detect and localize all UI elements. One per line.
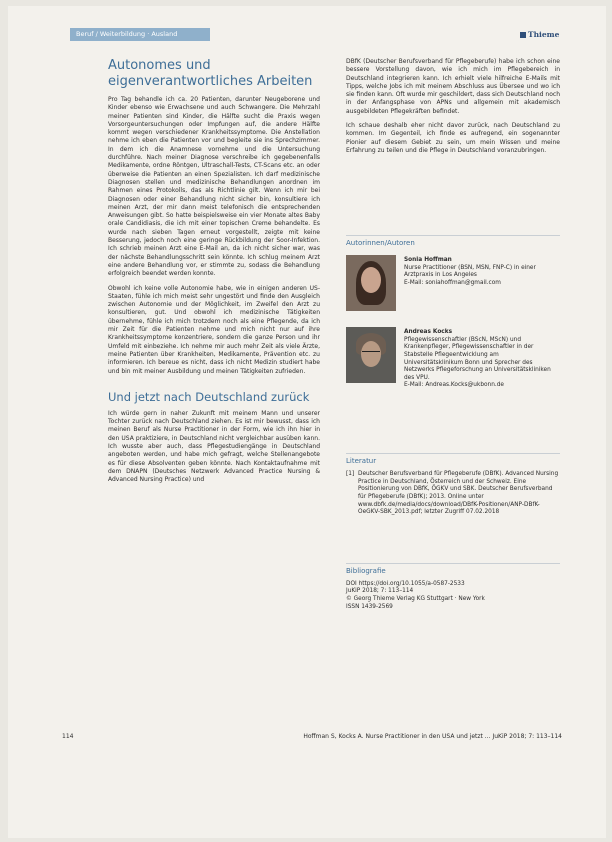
journal-reference: JuKiP 2018; 7: 113–114 [346,588,414,595]
author-email[interactable]: E-Mail: Andreas.Kocks@ukbonn.de [404,382,504,389]
paragraph: Pro Tag behandle ich ca. 20 Patienten, darunter Neugeborene und Kinder ebenso wie Erwachsene und auch Schwangere. Die Mehrzahl meiner Patienten sind Kinder, die Hälfte sucht die Praxis wegen Vorsorgeuntersuchungen oder Impfungen auf, die andere Hälfte kommt wegen verschiedener Krankheitssymptome. Die Anstellation nehme ich eben die Patienten vor und begleite sie ins Sprechzimmer. In dem ich die Anamnese vornehme und die Untersuchung durchführe. Nach meiner Diagnose verschreibe ich gegebenenfalls Medikamente, ordne Röntgen, Ultraschall-Tests, CT-Scans etc. an oder überweise die Patienten an einen Spezialisten. Ich darf medizinische Diagnosen stellen und medizinische Behandlungen anordnen im Rahmen eines Protokolls, das als Richtlinie gilt. Wenn ich mir bei Diagnosen oder einer Behandlung nicht sicher bin, konsultiere ich meinen Arzt, der mir dann meist telefonisch die entsprechenden Anweisungen gibt. So hatte beispielsweise ein vier Monate altes Baby orale Candidiasis, die ich mit einer topischen Creme behandelte. Es wurde nach sieben Tagen erneut vorgestellt, zeigte mit keine Besserung, jedoch noch eine geringe Rückbildung der Soor-Infektion. Ich schrieb meinen Arzt eine E-Mail an, da ich nicht sicher war, was der nächste Behandlungsschritt sein könnte. Ich schlug meinem Arzt eine andere Behandlung vor, er stimmte zu, sodass die Behandlung erfolgreich beendet werden konnte. [108,96,320,278]
page-number: 114 [62,733,74,740]
author-card [346,327,560,437]
doi-link[interactable]: DOI https://doi.org/10.1055/a-0587-2533 [346,580,465,587]
right-column [346,58,560,611]
author-description: Pflegewissenschaftler (BScN, MScN) und Krankenpfleger, Pflegewissenschaftler in der Stabstelle Pflegeentwicklung am Universitätsklinikum Bonn und Sprecher des Netzwerks Pflegeforschung an Universitätskliniken des VPU. [404,336,551,381]
reference-text[interactable]: Deutscher Berufsverband für Pflegeberufe (DBfK). Advanced Nursing Practice in Deutschland, Österreich und der Schweiz. Eine Positionierung von DBfK, ÖGKV und SBK. Deutscher Berufsverband für Pflegeberufe (DBfK); 2013. Online unter www.dbfk.de/media/docs/download/DBfK-Positionen/ANP-DBfK-OeGKV-SBK_2013.pdf; letzter Zugriff 07.02.2018 [358,471,559,516]
logo-square-icon [520,32,526,38]
glasses-shape [362,351,380,356]
footer-citation: Hoffman S, Kocks A. Nurse Practitioner in den USA und jetzt ... JuKiP 2018; 7: 113–114 [303,733,562,740]
authors-heading: Autorinnen/Autoren [346,235,560,247]
reference-number: [1] [346,471,355,478]
section-heading-autonomy: Autonomes und eigenverantwortliches Arbeiten [108,58,313,89]
author-name: Sonia Hoffman [404,257,452,264]
author-name: Andreas Kocks [404,329,453,336]
paragraph: Ich würde gern in naher Zukunft mit meinem Mann und unserer Tochter zurück nach Deutschland ziehen. Es ist mir bewusst, dass ich meinen Beruf als Nurse Practitioner in der Form, wie ich ihn hier in den USA praktiziere, in Deutschland nicht vergleichbar ausüben kann. Ich wusste aber auch, dass Pflegestudiengänge in Deutschland angeboten werden, und habe mich gefragt, welche Stellenangebote es für diese Absolventen geben könnte. Nach Kontaktaufnahme mit dem DNAPN (Deutsches Netzwerk Advanced Practice Nursing & Advanced Nursing Practice) und [108,409,320,484]
paragraph: Ich schaue deshalb eher nicht davor zurück, nach Deutschland zu kommen. Im Gegenteil, ich finde es aufregend, ein sogenannter Pionier auf diesem Gebiet zu sein, um mein Wissen und meine Erfahrung zu teilen und die Pflege in Deutschland voranzubringen. [346,122,560,154]
publisher-name: Thieme [528,30,560,39]
section-heading-germany: Und jetzt nach Deutschland zurück [108,389,310,404]
bibliography-heading: Bibliografie [346,563,560,575]
paragraph: DBfK (Deutscher Berufsverband für Pflegeberufe) habe ich schon eine bessere Vorstellung davon, wie ich mich im Pflegebereich in Deutschland integrieren kann. Ich erhielt viele hilfreiche E-Mails mit Tipps, welche Jobs ich mit meinem Abschluss aus Übersee und wo ich sie finden kann. Oft wurde mir geschildert, dass sich Deutschland noch in der Anfangsphase von APNs und allgemein mit akademisch ausgebildeten Pflegekräften befindet. [346,58,560,115]
author-photo [346,327,396,383]
author-description: Nurse Practitioner (BSN, MSN, FNP-C) in einer Arztpraxis in Los Angeles [404,264,536,279]
author-photo [346,255,396,311]
reference-item [346,471,560,517]
author-info [404,329,558,390]
publisher-line: © Georg Thieme Verlag KG Stuttgart · New York [346,596,485,603]
bibliography [346,581,560,611]
author-info [404,257,558,287]
paragraph: Obwohl ich keine volle Autonomie habe, wie in einigen anderen US-Staaten, fühle ich mich meist sehr ungestört und finde den Ausgleich zwischen Autonomie und der Möglichkeit, im Zweifel den Arzt zu konsultieren, gut. Und obwohl ich medizinische Tätigkeiten übernehme, fühle ich mich trotzdem noch als eine Pflegende, da ich mir Zeit für die Patienten nehme und mich nicht nur auf ihre Krankheitssymptome konzentriere, sondern die ganze Person und ihr Umfeld mit einbeziehe. Ich nehme mir auch mehr Zeit als viele Ärzte, meine Patienten über Krankheiten, Medikamente, Prävention etc. zu informieren. Ich bereue es nicht, dass ich nicht Medizin studiert habe und bin mit meiner Ausbildung und meinen Tätigkeiten zufrieden. [108,284,320,375]
section-rubric: Beruf / Weiterbildung · Ausland [70,28,210,41]
left-column [108,58,320,490]
publisher-logo [520,30,559,39]
literature-heading: Literatur [346,453,560,465]
issn-line: ISSN 1439-2569 [346,603,393,610]
author-email[interactable]: E-Mail: soniahoffman@gmail.com [404,280,501,287]
